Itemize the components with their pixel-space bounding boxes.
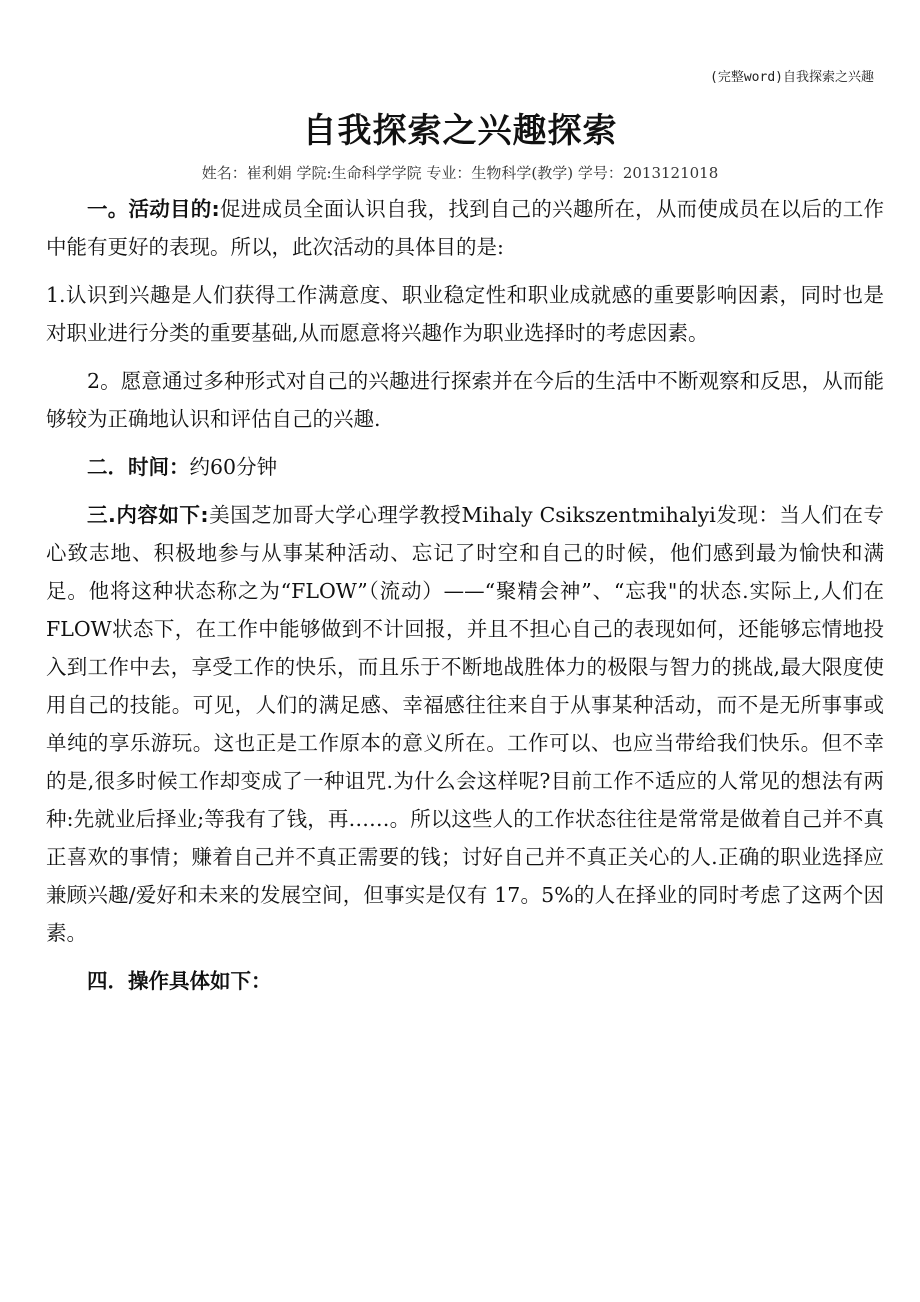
content-text: 美国芝加哥大学心理学教授Mihaly Csikszentmihalyi发现：当人们在专心致志地、积极地参与从事某种活动、忘记了时空和自己的时候，他们感到最为愉快和满足。他将这种状态称之为“FLOW”（流动）——“聚精会神”、“忘我"的状态.实际上,人们在FLOW状态下，在工作中能够做到不计回报，并且不担心自己的表现如何，还能够忘情地投入到工作中去，享受工作的快乐，而且乐于不断地战胜体力的极限与智力的挑战,最大限度使用自己的技能。可见，人们的满足感、幸福感往往来自于从事某种活动，而不是无所事事或单纯的享乐游玩。这也正是工作原本的意义所在。工作可以、也应当带给我们快乐。但不幸的是,很多时候工作却变成了一种诅咒.为什么会这样呢?目前工作不适应的人常见的想法有两种:先就业后择业;等我有了钱，再……。所以这些人的工作状态往往是常常是做着自己并不真正喜欢的事情；赚着自己并不真正需要的钱；讨好自己并不真正关心的人.正确的职业选择应兼顾兴趣/爱好和未来的发展空间，但事实是仅有 17。5%的人在择业的同时考虑了这两个因素。 [46, 503, 884, 945]
steps-heading: 四．操作具体如下： [87, 969, 272, 993]
document-title: 自我探索之兴趣探索 [302, 111, 618, 151]
author-info: 姓名：崔利娟 学院:生命科学学院 专业：生物科学(教学) 学号：2013121018 [201, 164, 719, 182]
content-heading: 三.内容如下: [87, 503, 209, 527]
purpose-heading: 一。活动目的: [87, 197, 220, 221]
purpose-text: 促进成员全面认识自我，找到自己的兴趣所在，从而使成员在以后的工作中能有更好的表现。所以，此次活动的具体目的是: [46, 197, 884, 259]
document-body [46, 190, 884, 1000]
time-paragraph [46, 448, 884, 486]
running-header: (完整word)自我探索之兴趣 [710, 70, 874, 85]
purpose-paragraph [46, 190, 884, 266]
steps-paragraph [46, 962, 884, 1000]
content-paragraph [46, 496, 884, 952]
point-2: 2。愿意通过多种形式对自己的兴趣进行探索并在今后的生活中不断观察和反思，从而能够较为正确地认识和评估自己的兴趣. [46, 369, 884, 431]
time-text: 约60分钟 [189, 455, 278, 479]
point-1: 1.认识到兴趣是人们获得工作满意度、职业稳定性和职业成就感的重要影响因素，同时也是对职业进行分类的重要基础,从而愿意将兴趣作为职业选择时的考虑因素。 [46, 283, 884, 345]
time-heading: 二．时间： [87, 455, 190, 479]
